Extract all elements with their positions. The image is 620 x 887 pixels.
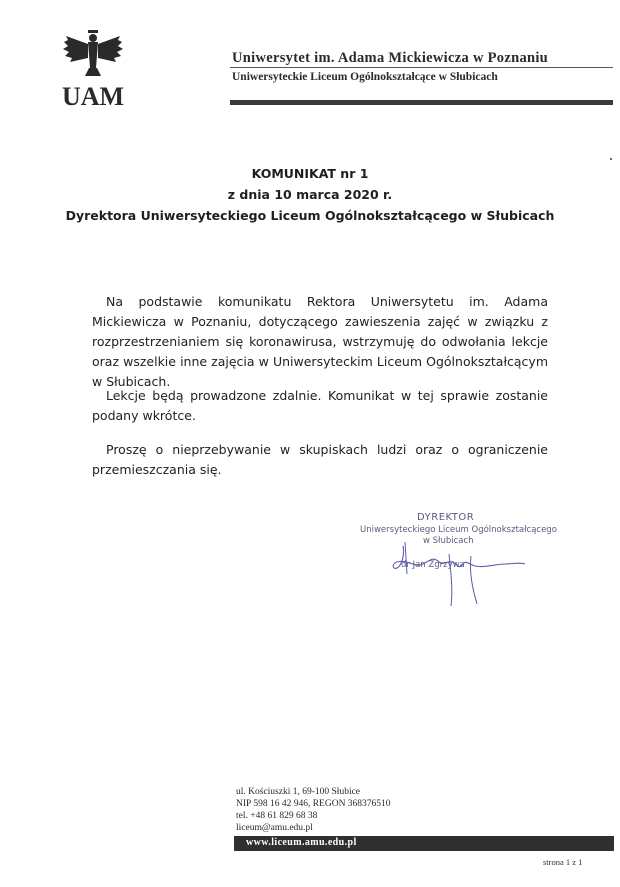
signature-school-line: Uniwersyteckiego Liceum Ogólnokształcącego (360, 525, 557, 535)
announcement-date: z dnia 10 marca 2020 r. (227, 187, 393, 202)
page-number: strona 1 z 1 (543, 857, 583, 867)
signature-stamp (355, 512, 555, 622)
logo-text: UAM (61, 82, 125, 108)
body-paragraph-2: Lekcje będą prowadzone zdalnie. Komunikat w tej sprawie zostanie podany wkrótce. (92, 388, 548, 423)
announcement-title: KOMUNIKAT nr 1 (251, 166, 369, 181)
footer-contact (236, 786, 391, 834)
signature-title: DYREKTOR (417, 512, 475, 523)
footer-email: liceum@amu.edu.pl (236, 823, 313, 833)
handwritten-signature (385, 534, 535, 614)
footer-website-link[interactable]: www.liceum.amu.edu.pl (246, 837, 357, 848)
footer-bar (234, 836, 614, 851)
footer-phone: tel. +48 61 829 68 38 (236, 811, 318, 821)
signature-city-line: w Słubicach (423, 536, 474, 546)
uam-logo (60, 28, 126, 108)
school-name: Uniwersyteckie Liceum Ogólnokształcące w Słubicach (232, 71, 498, 83)
body-paragraph-3: Proszę o nieprzebywanie w skupiskach ludzi oraz o ograniczenie przemieszczania się. (92, 442, 548, 477)
header-divider-thick (230, 100, 613, 105)
footer-ids: NIP 598 16 42 946, REGON 368376510 (236, 799, 391, 809)
header-divider-thin (230, 67, 613, 68)
university-name: Uniwersytet im. Adama Mickiewicza w Poznaniu (232, 50, 549, 66)
body-paragraph-1: Na podstawie komunikatu Rektora Uniwersytetu im. Adama Mickiewicza w Poznaniu, dotyczącego zawieszenia zajęć w związku z rozprzestrzenianiem się koronawirusa, wstrzymuję do odwołania lekcje oraz wszelkie inne zajęcia w Uniwersyteckim Liceum Ogólnokształcącym w Słubicach. (92, 294, 548, 389)
scan-speck (610, 158, 612, 160)
footer-address: ul. Kościuszki 1, 69-100 Słubice (236, 787, 361, 797)
announcement-issuer: Dyrektora Uniwersyteckiego Liceum Ogólnokształcącego w Słubicach (65, 208, 555, 223)
signature-name: dr Jan Zgrzywa (401, 560, 465, 570)
